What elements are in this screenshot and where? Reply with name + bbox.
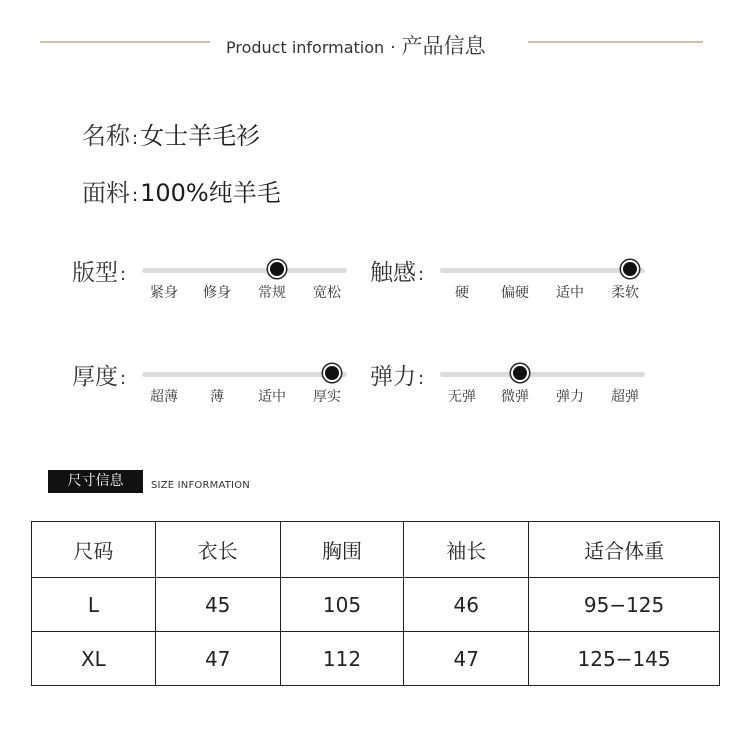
table-row [32,578,720,632]
scale-option: 无弹 [448,389,476,405]
scale-option: 弹力 [556,389,584,405]
page-title [226,30,486,60]
scale-option: 修身 [203,285,231,301]
scale-option: 适中 [258,389,286,405]
cell-size: L [32,578,156,632]
cell-length: 47 [155,632,280,686]
attr-fit [72,254,362,314]
product-name-value: 女士羊毛衫 [140,122,261,150]
scale-knob [513,366,527,380]
attr-label-text: 弹力 [370,364,416,390]
cell-length: 45 [155,578,280,632]
scale-track [142,372,347,377]
scale-option: 微弹 [501,389,529,405]
scale-option: 常规 [258,285,286,301]
scale-option: 硬 [455,285,469,301]
size-section-tag: 尺寸信息 [48,470,143,493]
size-table [31,521,720,686]
attr-label-text: 触感 [370,260,416,286]
header-size: 尺码 [32,522,156,578]
attr-thickness [72,358,362,418]
attr-label [72,254,126,287]
scale-track [440,372,645,377]
scale-option: 超弹 [611,389,639,405]
page-title-cn: 产品信息 [401,34,486,58]
scale-knob [270,262,284,276]
scale-option: 紧身 [150,285,178,301]
scale-option: 柔软 [611,285,639,301]
cell-size: XL [32,632,156,686]
scale-knob [325,366,339,380]
product-name-label: 名称 [82,122,130,150]
cell-chest: 105 [280,578,404,632]
attr-label [370,358,424,391]
page-title-en: Product information [226,38,385,57]
size-section-subtitle: SIZE INFORMATION [151,480,250,491]
header-divider-left [40,41,210,43]
scale-option: 厚实 [313,389,341,405]
product-name-line [82,116,260,151]
attr-label [72,358,126,391]
header-chest: 胸围 [280,522,404,578]
cell-chest: 112 [280,632,404,686]
colon: : [418,368,425,389]
attr-label-text: 版型 [72,260,118,286]
header-weight: 适合体重 [529,522,720,578]
header-divider-right [528,41,703,43]
table-header-row [32,522,720,578]
colon: : [132,185,139,206]
cell-sleeve: 47 [404,632,529,686]
attr-elasticity [370,358,660,418]
colon: : [418,264,425,285]
colon: : [120,264,127,285]
attr-label [370,254,424,287]
fabric-label: 面料 [82,179,130,207]
scale-knob [623,262,637,276]
scale-option: 偏硬 [501,285,529,301]
cell-sleeve: 46 [404,578,529,632]
attr-touch [370,254,660,314]
fabric-line [82,173,281,208]
cell-weight: 125−145 [529,632,720,686]
scale-option: 超薄 [150,389,178,405]
scale-option: 适中 [556,285,584,301]
header-sleeve: 袖长 [404,522,529,578]
colon: : [120,368,127,389]
cell-weight: 95−125 [529,578,720,632]
scale-track [142,268,347,273]
header-length: 衣长 [155,522,280,578]
scale-option: 宽松 [313,285,341,301]
scale-track [440,268,645,273]
table-row [32,632,720,686]
fabric-value: 100%纯羊毛 [140,179,281,207]
attr-label-text: 厚度 [72,364,118,390]
title-separator: · [390,38,396,58]
colon: : [132,128,139,149]
scale-option: 薄 [210,389,224,405]
